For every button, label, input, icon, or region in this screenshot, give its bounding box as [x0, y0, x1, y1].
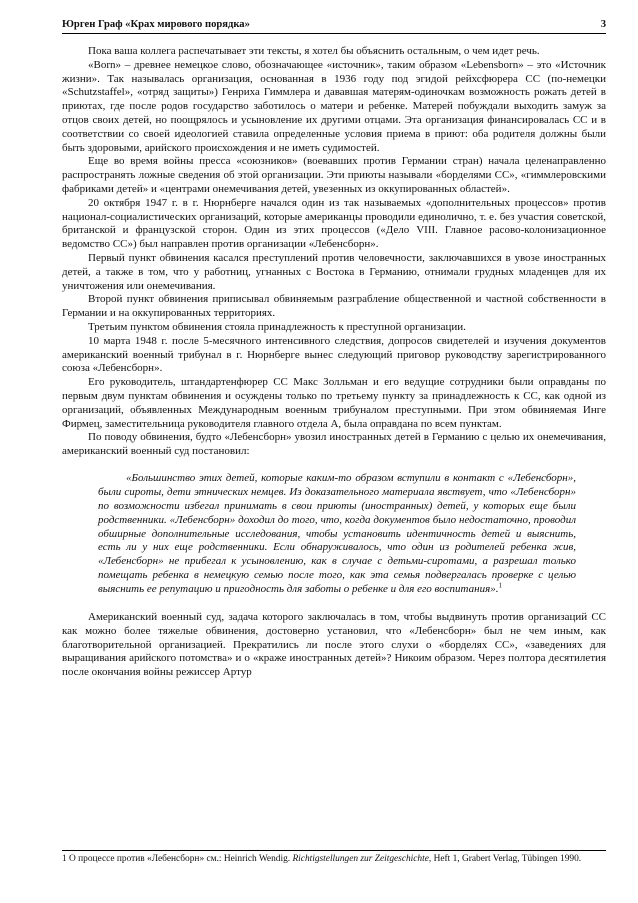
footnote-lead: 1 О процессе против «Лебенсборн» см.: Heinrich Wendig.: [62, 854, 293, 864]
footnote: [62, 853, 606, 865]
paragraph: «Born» – древнее немецкое слово, обозначающее «источник», таким образом «Lebensborn» – это «Источник жизни». Так называлась организация, основанная в 1936 году под эгидой рейхсфюрера СС (по-немецки «Schutzstaffel», «отряд защиты») Генриха Гиммлера и дававшая матерям-одиночкам возможность рожать детей в приютах, где после родов государство заботилось о матери и ребенке. Матерей побуждали выходить замуж за отцов своих детей, но поощрялось и усыновление их другими отцами. Эта организация финансировалась СС и в соответствии со своей идеологией ставила определенные условия приема в приют: оба родителя должны были быть здоровыми, арийского происхождения и не иметь судимостей.: [62, 58, 606, 154]
court-ruling-quote: [98, 472, 576, 597]
footnote-divider: [62, 850, 606, 851]
paragraph: Пока ваша коллега распечатывает эти тексты, я хотел бы объяснить остальным, о чем идет речь.: [88, 45, 540, 57]
paragraph: 10 марта 1948 г. после 5-месячного интенсивного следствия, допросов свидетелей и изучения документов американский военный трибунал в г. Нюрнберге вынес следующий приговор руководству зарегистрированного союза «Лебенсборн».: [62, 334, 606, 375]
paragraph: Второй пункт обвинения приписывал обвиняемым разграбление общественной и частной собственности в Германии и на оккупированных территориях.: [62, 293, 606, 320]
paragraph: Еще во время войны пресса «союзников» (воевавших против Германии стран) начала целенаправленно распространять ложные сведения об этой организации. Эти приюты называли «борделями СС», «гиммлеровскими фабриками детей» и «центрами онемечивания детей, увезенных из оккупированных областей».: [62, 155, 606, 195]
paragraph: Первый пункт обвинения касался преступлений против человечности, заключавшихся в увозе иностранных детей, а также в том, что у работниц, угнанных с Востока в Германию, отнимали грудных младенцев для их уничтожения или онемечивания.: [62, 251, 606, 292]
quote-text: «Большинство этих детей, которые каким-то образом вступили в контакт с «Лебенсборн», были сироты, дети этнических немцев. Из доказательного материала явствует, что «Лебенсборн» по возможности избегал принимать в свои приюты (иностранных) детей, у которых еще были родственники. «Лебенсборн» доходил до того, что, когда документов было недостаточно, проводил обширные дополнительные исследования, чтобы установить идентичность детей и выяснить, есть ли у них еще родственники. Если обнаруживалось, что один из родителей ребенка жив, «Лебенсборн» не прибегал к усыновлению, как в случае с детьми-сиротами, а разрешал только помещать ребенка в немецкую семью после того, как эта семья подвергалась проверке с целью выяснить ее репутацию и пригодность для заботы о ребенке и для его воспитания».: [98, 471, 576, 596]
paragraph: 20 октября 1947 г. в г. Нюрнберге начался один из так называемых «дополнительных процессов» против национал-социалистических организаций, которые американцы проводили единолично, т. е. без участия советской, британской и французской сторон. Один из этих процессов («Дело VIII. Главное расово-колонизационное ведомство СС») был направлен против организации «Лебенсборн».: [62, 196, 606, 251]
footnote-book-title: Richtigstellungen zur Zeitgeschichte: [292, 854, 429, 864]
footnote-tail: , Heft 1, Grabert Verlag, Tübingen 1990.: [428, 854, 582, 864]
paragraph: Его руководитель, штандартенфюрер СС Макс Золльман и его ведущие сотрудники были оправданы по первым двум пунктам обвинения и осуждены только по третьему пункту за принадлежность к СС, как одной из организаций, объявленных Международным военным трибуналом преступными. При этом обвиняемая Инге Фирмец, заместительница руководителя главного отдела А, была оправдана по всем пунктам.: [62, 376, 606, 430]
paragraph: По поводу обвинения, будто «Лебенсборн» увозил иностранных детей в Германию с целью их онемечивания, американский военный суд постановил:: [62, 431, 606, 458]
footnote-reference: 1: [498, 581, 502, 590]
header-title: Юрген Граф «Крах мирового порядка»: [62, 19, 250, 30]
paragraph: Третьим пунктом обвинения стояла принадлежность к преступной организации.: [88, 320, 466, 333]
page-number: 3: [600, 19, 606, 30]
page-header: [62, 18, 606, 34]
closing-paragraph: Американский военный суд, задача которого заключалась в том, чтобы выдвинуть против организаций СС как можно более тяжелые обвинения, достоверно установил, что «Лебенсборн» был не чем иным, как благотворительной организацией. Прекратились ли после этого слухи о «борделях СС», «заведениях для выращивания арийского потомства» и о «краже иностранных детей»? Никоим образом. Через полтора десятилетия после окончания войны режиссер Артур: [62, 611, 606, 679]
document-body: [62, 45, 606, 680]
